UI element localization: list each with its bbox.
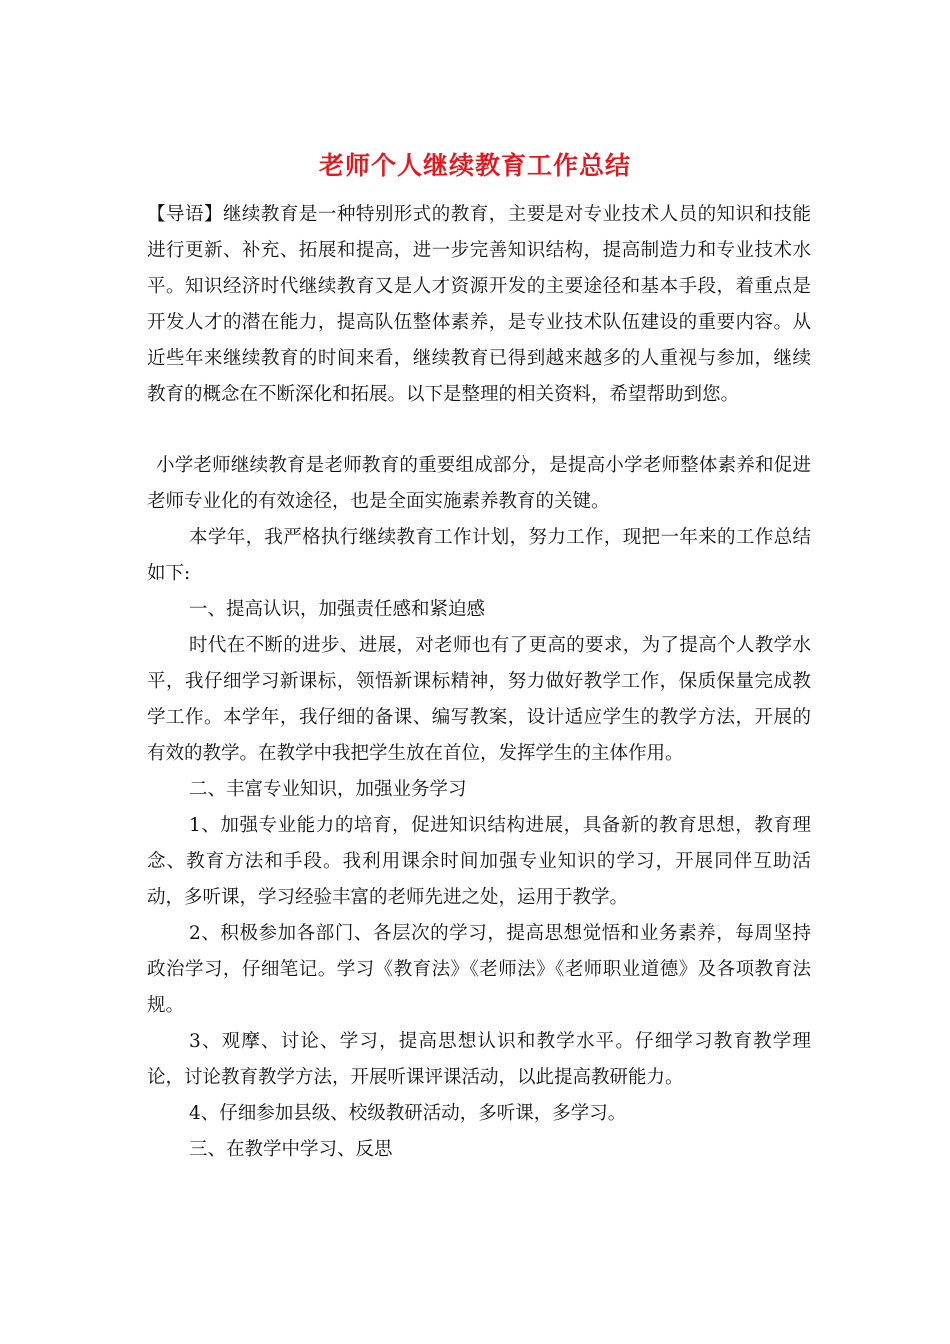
section-heading: 一、提高认识，加强责任感和紧迫感 [189,599,486,620]
paragraph-gap [147,413,811,448]
document-body [147,197,811,1168]
body-paragraph: 本学年，我严格执行继续教育工作计划，努力工作，现把一年来的工作总结如下: [147,527,811,584]
section-heading: 二、丰富专业知识，加强业务学习 [189,779,467,800]
list-item: 3、观摩、讨论、学习，提高思想认识和教学水平。仔细学习教育教学理论，讨论教育教学方法，开展听课评课活动，以此提高教研能力。 [147,1031,811,1088]
intro-paragraph: 【导语】继续教育是一种特别形式的教育，主要是对专业技术人员的知识和技能进行更新、补充、拓展和提高，进一步完善知识结构，提高制造力和专业技术水平。知识经济时代继续教育又是人才资源开发的主要途径和基本手段，着重点是开发人才的潜在能力，提高队伍整体素养，是专业技术队伍建设的重要内容。从近些年来继续教育的时间来看，继续教育已得到越来越多的人重视与参加，继续教育的概念在不断深化和拓展。以下是整理的相关资料，希望帮助到您。 [147,204,811,405]
body-paragraph: 小学老师继续教育是老师教育的重要组成部分，是提高小学老师整体素养和促进老师专业化的有效途径，也是全面实施素养教育的关键。 [147,455,811,512]
document-title: 老师个人继续教育工作总结 [318,151,631,180]
list-item: 1、加强专业能力的培育，促进知识结构进展，具备新的教育思想，教育理念、教育方法和手段。我利用课余时间加强专业知识的学习，开展同伴互助活动，多听课，学习经验丰富的老师先进之处，运用于教学。 [147,815,811,908]
section-heading: 三、在教学中学习、反思 [189,1139,393,1160]
body-paragraph: 时代在不断的进步、进展，对老师也有了更高的要求，为了提高个人教学水平，我仔细学习新课标，领悟新课标精神，努力做好教学工作，保质保量完成教学工作。本学年，我仔细的备课、编写教案，设计适应学生的教学方法，开展的有效的教学。在教学中我把学生放在首位，发挥学生的主体作用。 [147,635,811,764]
list-item: 4、仔细参加县级、校级教研活动，多听课，多学习。 [189,1103,627,1124]
list-item: 2、积极参加各部门、各层次的学习，提高思想觉悟和业务素养，每周坚持政治学习，仔细笔记。学习《教育法》《老师法》《老师职业道德》及各项教育法规。 [147,923,811,1016]
